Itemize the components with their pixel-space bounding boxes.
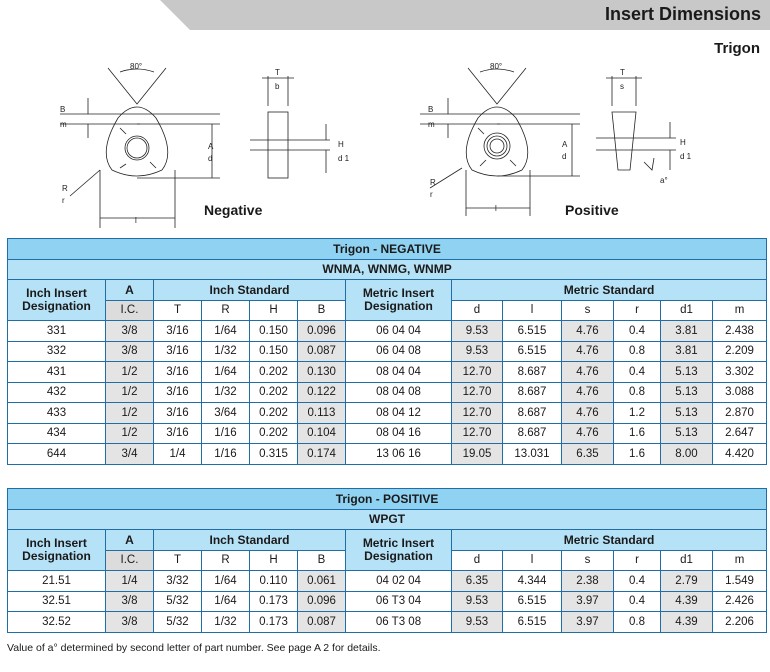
- cell-r: 1/64: [202, 571, 250, 592]
- cell-m: 2.206: [713, 612, 767, 633]
- positive-side-view: [596, 76, 676, 170]
- cell-r: 1/32: [202, 612, 250, 633]
- cell-b: 0.174: [298, 444, 346, 465]
- cell-d: 9.53: [452, 612, 503, 633]
- positive-label-h: H: [680, 138, 686, 147]
- cell-inch-insert: 644: [8, 444, 106, 465]
- cell-d: 9.53: [452, 321, 503, 342]
- cell-inch-insert: 331: [8, 321, 106, 342]
- positive-label-t: T: [620, 68, 625, 77]
- cell-t: 3/32: [154, 571, 202, 592]
- negative-table-body: [8, 321, 767, 465]
- col-header-metric-standard: Metric Standard: [452, 530, 767, 551]
- page-title: Insert Dimensions: [604, 4, 761, 24]
- negative-top-view: [60, 68, 220, 228]
- cell-m: 3.302: [713, 362, 767, 383]
- negative-caption: Negative: [204, 202, 263, 218]
- table-row: [8, 382, 767, 403]
- negative-label-d1: d 1: [338, 154, 350, 163]
- col-header-r: R: [202, 300, 250, 321]
- cell-d1: 8.00: [661, 444, 713, 465]
- cell-b: 0.130: [298, 362, 346, 383]
- cell-s: 4.76: [562, 423, 614, 444]
- cell-l: 8.687: [503, 362, 562, 383]
- col-header-inch-insert: Inch Insert Designation: [8, 280, 106, 321]
- cell-m: 2.870: [713, 403, 767, 424]
- col-header-s: s: [562, 300, 614, 321]
- cell-ic: 3/8: [106, 591, 154, 612]
- cell-d: 12.70: [452, 362, 503, 383]
- negative-angle-label: 80°: [130, 62, 143, 71]
- positive-label-b: B: [428, 105, 434, 114]
- cell-r: 1/64: [202, 362, 250, 383]
- cell-m: 1.549: [713, 571, 767, 592]
- cell-b: 0.087: [298, 341, 346, 362]
- negative-table: [7, 238, 767, 465]
- cell-r: 1/64: [202, 591, 250, 612]
- cell-r-metric: 1.6: [614, 444, 661, 465]
- table-row: [8, 571, 767, 592]
- cell-b: 0.087: [298, 612, 346, 633]
- cell-d: 19.05: [452, 444, 503, 465]
- negative-label-t: T: [275, 68, 280, 77]
- cell-t: 3/16: [154, 382, 202, 403]
- cell-l: 4.344: [503, 571, 562, 592]
- cell-d1: 5.13: [661, 403, 713, 424]
- col-header-r: R: [202, 550, 250, 571]
- col-header-metric-insert: Metric Insert Designation: [346, 280, 452, 321]
- cell-inch-insert: 332: [8, 341, 106, 362]
- cell-h: 0.150: [250, 341, 298, 362]
- negative-label-b-lower: b: [275, 82, 280, 91]
- cell-inch-insert: 434: [8, 423, 106, 444]
- cell-h: 0.202: [250, 423, 298, 444]
- cell-b: 0.113: [298, 403, 346, 424]
- col-header-r-metric: r: [614, 300, 661, 321]
- cell-m: 2.647: [713, 423, 767, 444]
- positive-label-angle-a: a°: [660, 176, 668, 185]
- cell-r: 1/16: [202, 423, 250, 444]
- cell-metric-insert: 04 02 04: [346, 571, 452, 592]
- cell-ic: 1/2: [106, 403, 154, 424]
- cell-r: 1/16: [202, 444, 250, 465]
- col-header-h: H: [250, 550, 298, 571]
- cell-d: 12.70: [452, 423, 503, 444]
- cell-b: 0.104: [298, 423, 346, 444]
- cell-metric-insert: 08 04 16: [346, 423, 452, 444]
- cell-ic: 1/2: [106, 423, 154, 444]
- col-header-l: l: [503, 300, 562, 321]
- cell-ic: 1/2: [106, 362, 154, 383]
- negative-label-a: A: [208, 142, 214, 151]
- cell-l: 8.687: [503, 403, 562, 424]
- cell-s: 4.76: [562, 362, 614, 383]
- table-row: [8, 362, 767, 383]
- cell-metric-insert: 08 04 04: [346, 362, 452, 383]
- cell-h: 0.202: [250, 403, 298, 424]
- positive-label-m: m: [428, 120, 435, 129]
- cell-r-metric: 0.4: [614, 571, 661, 592]
- cell-d: 9.53: [452, 591, 503, 612]
- cell-ic: 3/8: [106, 321, 154, 342]
- cell-s: 6.35: [562, 444, 614, 465]
- cell-b: 0.096: [298, 321, 346, 342]
- cell-d1: 4.39: [661, 591, 713, 612]
- header-row-1: [8, 530, 767, 551]
- table-row: [8, 403, 767, 424]
- cell-metric-insert: 06 04 04: [346, 321, 452, 342]
- positive-table: [7, 488, 767, 633]
- cell-metric-insert: 06 T3 08: [346, 612, 452, 633]
- cell-metric-insert: 08 04 08: [346, 382, 452, 403]
- cell-l: 6.515: [503, 612, 562, 633]
- cell-r: 1/32: [202, 341, 250, 362]
- cell-ic: 1/2: [106, 382, 154, 403]
- table-subtitle-row: [8, 509, 767, 530]
- positive-table-body: [8, 571, 767, 633]
- col-header-m: m: [713, 550, 767, 571]
- col-header-inch-insert: Inch Insert Designation: [8, 530, 106, 571]
- negative-label-m: m: [60, 120, 67, 129]
- positive-label-l: l: [495, 204, 497, 213]
- cell-m: 4.420: [713, 444, 767, 465]
- cell-s: 4.76: [562, 321, 614, 342]
- cell-h: 0.202: [250, 362, 298, 383]
- cell-d1: 3.81: [661, 321, 713, 342]
- cell-b: 0.061: [298, 571, 346, 592]
- col-header-inch-standard: Inch Standard: [154, 280, 346, 301]
- cell-t: 1/4: [154, 444, 202, 465]
- cell-d: 9.53: [452, 341, 503, 362]
- col-header-ic: I.C.: [106, 300, 154, 321]
- page-subtitle: Trigon: [714, 40, 760, 57]
- cell-r-metric: 0.4: [614, 591, 661, 612]
- cell-t: 3/16: [154, 423, 202, 444]
- table-title: Trigon - POSITIVE: [8, 489, 767, 510]
- cell-b: 0.122: [298, 382, 346, 403]
- col-header-a: A: [106, 530, 154, 551]
- cell-r-metric: 0.8: [614, 341, 661, 362]
- cell-m: 2.209: [713, 341, 767, 362]
- col-header-a: A: [106, 280, 154, 301]
- positive-caption: Positive: [565, 202, 619, 218]
- cell-inch-insert: 21.51: [8, 571, 106, 592]
- cell-h: 0.173: [250, 612, 298, 633]
- col-header-metric-standard: Metric Standard: [452, 280, 767, 301]
- cell-s: 3.97: [562, 612, 614, 633]
- cell-l: 8.687: [503, 423, 562, 444]
- cell-m: 3.088: [713, 382, 767, 403]
- cell-inch-insert: 32.52: [8, 612, 106, 633]
- col-header-s: s: [562, 550, 614, 571]
- cell-d: 12.70: [452, 403, 503, 424]
- cell-r: 1/32: [202, 382, 250, 403]
- col-header-ic: I.C.: [106, 550, 154, 571]
- positive-label-d: d: [562, 152, 567, 161]
- cell-s: 3.97: [562, 591, 614, 612]
- col-header-h: H: [250, 300, 298, 321]
- cell-d1: 4.39: [661, 612, 713, 633]
- cell-h: 0.202: [250, 382, 298, 403]
- positive-label-a: A: [562, 140, 568, 149]
- cell-r-metric: 1.2: [614, 403, 661, 424]
- cell-l: 8.687: [503, 382, 562, 403]
- negative-label-h: H: [338, 140, 344, 149]
- positive-label-r-lower: r: [430, 190, 433, 199]
- cell-metric-insert: 06 04 08: [346, 341, 452, 362]
- cell-r-metric: 0.4: [614, 321, 661, 342]
- cell-inch-insert: 433: [8, 403, 106, 424]
- cell-ic: 3/8: [106, 341, 154, 362]
- table-title-row: [8, 239, 767, 260]
- cell-d1: 2.79: [661, 571, 713, 592]
- cell-inch-insert: 32.51: [8, 591, 106, 612]
- cell-ic: 3/8: [106, 612, 154, 633]
- cell-s: 4.76: [562, 382, 614, 403]
- cell-inch-insert: 432: [8, 382, 106, 403]
- cell-b: 0.096: [298, 591, 346, 612]
- col-header-r-metric: r: [614, 550, 661, 571]
- cell-d1: 5.13: [661, 382, 713, 403]
- cell-inch-insert: 431: [8, 362, 106, 383]
- cell-ic: 1/4: [106, 571, 154, 592]
- table-title: Trigon - NEGATIVE: [8, 239, 767, 260]
- cell-l: 6.515: [503, 591, 562, 612]
- cell-h: 0.173: [250, 591, 298, 612]
- positive-top-view: [420, 68, 580, 216]
- positive-label-r-upper: R: [430, 178, 436, 187]
- col-header-d: d: [452, 550, 503, 571]
- cell-d1: 5.13: [661, 423, 713, 444]
- col-header-d1: d1: [661, 550, 713, 571]
- negative-side-view: [250, 76, 330, 178]
- col-header-inch-standard: Inch Standard: [154, 530, 346, 551]
- cell-t: 5/32: [154, 591, 202, 612]
- cell-m: 2.438: [713, 321, 767, 342]
- cell-ic: 3/4: [106, 444, 154, 465]
- col-header-l: l: [503, 550, 562, 571]
- cell-metric-insert: 13 06 16: [346, 444, 452, 465]
- diagram-drawing: [0, 58, 770, 233]
- cell-s: 2.38: [562, 571, 614, 592]
- cell-h: 0.150: [250, 321, 298, 342]
- table-subtitle: WNMA, WNMG, WNMP: [8, 259, 767, 280]
- cell-t: 5/32: [154, 612, 202, 633]
- cell-r-metric: 1.6: [614, 423, 661, 444]
- col-header-d1: d1: [661, 300, 713, 321]
- table-subtitle: WPGT: [8, 509, 767, 530]
- insert-diagrams: [0, 58, 770, 233]
- negative-label-b: B: [60, 105, 66, 114]
- cell-r-metric: 0.4: [614, 362, 661, 383]
- cell-h: 0.315: [250, 444, 298, 465]
- cell-s: 4.76: [562, 403, 614, 424]
- header-bar: [0, 0, 770, 30]
- cell-r: 1/64: [202, 321, 250, 342]
- cell-d: 6.35: [452, 571, 503, 592]
- table-subtitle-row: [8, 259, 767, 280]
- col-header-d: d: [452, 300, 503, 321]
- col-header-m: m: [713, 300, 767, 321]
- table-row: [8, 612, 767, 633]
- cell-d: 12.70: [452, 382, 503, 403]
- cell-t: 3/16: [154, 321, 202, 342]
- cell-r-metric: 0.8: [614, 382, 661, 403]
- cell-s: 4.76: [562, 341, 614, 362]
- cell-metric-insert: 06 T3 04: [346, 591, 452, 612]
- cell-h: 0.110: [250, 571, 298, 592]
- table-row: [8, 423, 767, 444]
- cell-m: 2.426: [713, 591, 767, 612]
- negative-label-r-lower: r: [62, 196, 65, 205]
- cell-t: 3/16: [154, 403, 202, 424]
- col-header-b: B: [298, 300, 346, 321]
- table-row: [8, 591, 767, 612]
- footnote: Value of a° determined by second letter of part number. See page A 2 for details.: [7, 642, 381, 654]
- cell-t: 3/16: [154, 341, 202, 362]
- table-row: [8, 321, 767, 342]
- cell-d1: 5.13: [661, 362, 713, 383]
- table-row: [8, 341, 767, 362]
- positive-label-d1: d 1: [680, 152, 692, 161]
- col-header-metric-insert: Metric Insert Designation: [346, 530, 452, 571]
- header-row-1: [8, 280, 767, 301]
- table-title-row: [8, 489, 767, 510]
- negative-label-l: l: [135, 216, 137, 225]
- cell-l: 6.515: [503, 321, 562, 342]
- col-header-t: T: [154, 550, 202, 571]
- cell-l: 6.515: [503, 341, 562, 362]
- positive-angle-label: 80°: [490, 62, 503, 71]
- cell-l: 13.031: [503, 444, 562, 465]
- col-header-b: B: [298, 550, 346, 571]
- table-row: [8, 444, 767, 465]
- cell-r-metric: 0.8: [614, 612, 661, 633]
- negative-label-r-upper: R: [62, 184, 68, 193]
- negative-label-d: d: [208, 154, 213, 163]
- cell-metric-insert: 08 04 12: [346, 403, 452, 424]
- positive-label-s: s: [620, 82, 624, 91]
- cell-t: 3/16: [154, 362, 202, 383]
- col-header-t: T: [154, 300, 202, 321]
- cell-r: 3/64: [202, 403, 250, 424]
- cell-d1: 3.81: [661, 341, 713, 362]
